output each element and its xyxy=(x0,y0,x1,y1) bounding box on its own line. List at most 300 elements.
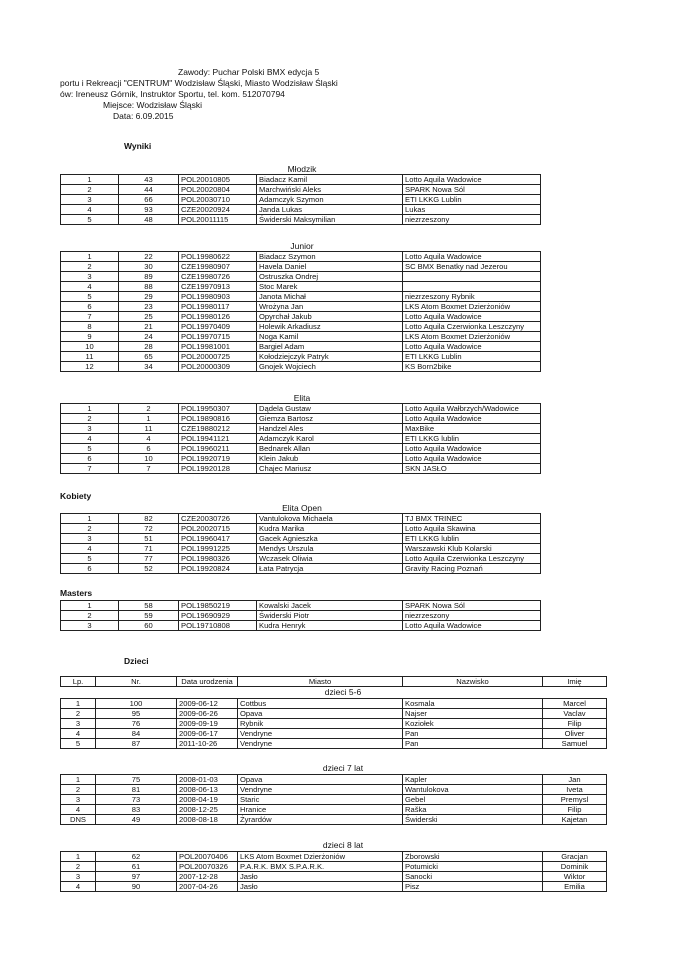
cell-rider-name: Wczasek Oliwia xyxy=(257,554,403,564)
cell-club: Warszawski Klub Kolarski xyxy=(403,544,541,554)
cell-place: 4 xyxy=(61,434,119,444)
cell-place: 1 xyxy=(61,699,96,709)
cell-club: LKS Atom Boxmet Dzierżoniów xyxy=(403,302,541,312)
cell-city: Hranice xyxy=(238,805,403,815)
cell-city: Vendryne xyxy=(238,729,403,739)
cell-uci-id: CZE20020924 xyxy=(179,205,257,215)
cell-number: 66 xyxy=(119,195,179,205)
cell-number: 24 xyxy=(119,332,179,342)
cell-number: 6 xyxy=(119,444,179,454)
cell-number: 1 xyxy=(119,414,179,424)
cell-club: niezrzeszony Rybnik xyxy=(403,292,541,302)
cell-number: 75 xyxy=(96,775,177,785)
cell-number: 22 xyxy=(119,252,179,262)
cell-rider-name: Mendys Urszula xyxy=(257,544,403,554)
cell-rider-name: Kowalski Jacek xyxy=(257,601,403,611)
cell-city: Vendryne xyxy=(238,785,403,795)
label-dzieci: Dzieci xyxy=(124,656,149,666)
cell-city: P.A.R.K. BMX S.P.A.R.K. xyxy=(238,862,403,872)
cell-rider-name: Świderski Piotr xyxy=(257,611,403,621)
header-line-contact: ów: Ireneusz Górnik, Instruktor Sportu, tel. kom. 512070794 xyxy=(60,89,285,99)
table-row xyxy=(61,362,541,372)
cell-rider-name: Wrożyna Jan xyxy=(257,302,403,312)
cell-birth-date: 2008-04-19 xyxy=(177,795,238,805)
table-row xyxy=(61,205,541,215)
cell-uci-id: POL19980622 xyxy=(179,252,257,262)
cell-place: 2 xyxy=(61,262,119,272)
cell-club: Lotto Aquila Wadowice xyxy=(403,444,541,454)
cell-number: 59 xyxy=(119,611,179,621)
cell-place: 9 xyxy=(61,332,119,342)
cell-club: Lotto Aquila Wałbrzych/Wadowice xyxy=(403,404,541,414)
cell-club: Lotto Aquila Wadowice xyxy=(403,414,541,424)
cell-uci-id: CZE19880212 xyxy=(179,424,257,434)
table-row xyxy=(61,292,541,302)
cell-birth-date: 2008-01-03 xyxy=(177,775,238,785)
cell-rider-name: Opyrchał Jakub xyxy=(257,312,403,322)
cell-rider-name: Świderski Maksymilian xyxy=(257,215,403,225)
cell-surname: Kosmala xyxy=(403,699,543,709)
cell-place: 6 xyxy=(61,302,119,312)
cell-number: 60 xyxy=(119,621,179,631)
table-row xyxy=(61,262,541,272)
column-header-surname: Nazwisko xyxy=(403,677,543,687)
cell-place: 2 xyxy=(61,862,96,872)
cell-place: 4 xyxy=(61,205,119,215)
cell-uci-id: POL20020715 xyxy=(179,524,257,534)
cell-rider-name: Bargiel Adam xyxy=(257,342,403,352)
cell-club xyxy=(403,272,541,282)
table-row xyxy=(61,272,541,282)
cell-birth-date: 2009-06-17 xyxy=(177,729,238,739)
cell-number: 62 xyxy=(96,852,177,862)
cell-club: ETI LKKG lublin xyxy=(403,434,541,444)
cell-uci-id: POL19981001 xyxy=(179,342,257,352)
cell-place: 3 xyxy=(61,872,96,882)
table-row xyxy=(61,775,607,785)
cell-rider-name: Łata Patrycja xyxy=(257,564,403,574)
caption-dzieci-7: dzieci 7 lat xyxy=(322,763,364,773)
caption-dzieci-5-6: dzieci 5-6 xyxy=(324,687,362,697)
cell-number: 23 xyxy=(119,302,179,312)
cell-place: 1 xyxy=(61,175,119,185)
cell-uci-id: POL19710808 xyxy=(179,621,257,631)
cell-place: 3 xyxy=(61,621,119,631)
cell-birth-date: 2007-04-26 xyxy=(177,882,238,892)
cell-number: 43 xyxy=(119,175,179,185)
cell-first-name: Filip xyxy=(543,805,607,815)
table-row xyxy=(61,785,607,795)
cell-place: 5 xyxy=(61,739,96,749)
cell-birth-date: 2007-12-28 xyxy=(177,872,238,882)
column-header-city: Miasto xyxy=(238,677,403,687)
cell-rider-name: Noga Kamil xyxy=(257,332,403,342)
cell-number: 76 xyxy=(96,719,177,729)
cell-number: 82 xyxy=(119,514,179,524)
cell-number: 4 xyxy=(119,434,179,444)
table-row xyxy=(61,524,541,534)
cell-place: DNS xyxy=(61,815,96,825)
table-row xyxy=(61,815,607,825)
cell-club: ETI LKKG lublin xyxy=(403,534,541,544)
cell-place: 3 xyxy=(61,424,119,434)
cell-uci-id: POL19690929 xyxy=(179,611,257,621)
cell-rider-name: Kudra Henryk xyxy=(257,621,403,631)
cell-place: 4 xyxy=(61,882,96,892)
cell-number: 95 xyxy=(96,709,177,719)
cell-place: 12 xyxy=(61,362,119,372)
cell-surname: Pan xyxy=(403,739,543,749)
cell-club: MaxBike xyxy=(403,424,541,434)
cell-place: 2 xyxy=(61,414,119,424)
cell-place: 5 xyxy=(61,292,119,302)
table-row xyxy=(61,342,541,352)
cell-club: Lotto Aquila Wadowice xyxy=(403,252,541,262)
cell-number: 28 xyxy=(119,342,179,352)
cell-uci-id: POL19941121 xyxy=(179,434,257,444)
cell-birth-date: 2009-06-26 xyxy=(177,709,238,719)
cell-place: 2 xyxy=(61,709,96,719)
label-masters: Masters xyxy=(60,588,93,598)
cell-club: Lotto Aquila Wadowice xyxy=(403,454,541,464)
cell-place: 3 xyxy=(61,534,119,544)
table-row xyxy=(61,414,541,424)
cell-place: 1 xyxy=(61,252,119,262)
cell-rider-name: Bednarek Allan xyxy=(257,444,403,454)
cell-club: Gravity Racing Poznań xyxy=(403,564,541,574)
cell-uci-id: POL19980126 xyxy=(179,312,257,322)
cell-rider-name: Biadacz Szymon xyxy=(257,252,403,262)
label-kobiety: Kobiety xyxy=(60,491,92,501)
cell-first-name: Filip xyxy=(543,719,607,729)
cell-club: SPARK Nowa Sól xyxy=(403,601,541,611)
cell-number: 48 xyxy=(119,215,179,225)
caption-dzieci-8: dzieci 8 lat xyxy=(322,840,364,850)
cell-city: Jasło xyxy=(238,872,403,882)
cell-place: 1 xyxy=(61,775,96,785)
cell-uci-id: CZE19970913 xyxy=(179,282,257,292)
cell-uci-id: CZE19980726 xyxy=(179,272,257,282)
cell-club: Lotto Aquila Wadowice xyxy=(403,342,541,352)
cell-rider-name: Adamczyk Szymon xyxy=(257,195,403,205)
cell-number: 21 xyxy=(119,322,179,332)
cell-number: 72 xyxy=(119,524,179,534)
cell-place: 5 xyxy=(61,215,119,225)
cell-birth-date: POL20070326 xyxy=(177,862,238,872)
table-row xyxy=(61,699,607,709)
cell-place: 3 xyxy=(61,719,96,729)
cell-number: 44 xyxy=(119,185,179,195)
cell-number: 77 xyxy=(119,554,179,564)
cell-city: Vendryne xyxy=(238,739,403,749)
cell-uci-id: CZE19980907 xyxy=(179,262,257,272)
cell-place: 4 xyxy=(61,729,96,739)
cell-place: 1 xyxy=(61,514,119,524)
cell-number: 49 xyxy=(96,815,177,825)
table-row xyxy=(61,709,607,719)
cell-first-name: Dominik xyxy=(543,862,607,872)
cell-uci-id: POL19960417 xyxy=(179,534,257,544)
cell-place: 3 xyxy=(61,272,119,282)
table-row xyxy=(61,514,541,524)
table-row xyxy=(61,729,607,739)
cell-number: 88 xyxy=(119,282,179,292)
cell-club: KS Born2bike xyxy=(403,362,541,372)
cell-club: niezrzeszony xyxy=(403,215,541,225)
cell-place: 2 xyxy=(61,185,119,195)
cell-uci-id: POL20010805 xyxy=(179,175,257,185)
cell-uci-id: POL19920719 xyxy=(179,454,257,464)
cell-number: 87 xyxy=(96,739,177,749)
cell-number: 61 xyxy=(96,862,177,872)
column-header-number: Nr. xyxy=(96,677,177,687)
table-dzieci-header xyxy=(60,676,607,687)
column-header-place: Lp. xyxy=(61,677,96,687)
cell-rider-name: Adamczyk Karol xyxy=(257,434,403,444)
cell-rider-name: Stoc Marek xyxy=(257,282,403,292)
table-row xyxy=(61,564,541,574)
column-header-first-name: Imię xyxy=(543,677,607,687)
cell-uci-id: POL20020804 xyxy=(179,185,257,195)
cell-rider-name: Janda Lukas xyxy=(257,205,403,215)
cell-club: Lukas xyxy=(403,205,541,215)
cell-uci-id: POL19970409 xyxy=(179,322,257,332)
cell-place: 4 xyxy=(61,544,119,554)
cell-club: SC BMX Benatky nad Jezerou xyxy=(403,262,541,272)
cell-number: 65 xyxy=(119,352,179,362)
cell-rider-name: Kołodziejczyk Patryk xyxy=(257,352,403,362)
caption-elita: Elita xyxy=(293,393,311,403)
cell-uci-id: POL19920824 xyxy=(179,564,257,574)
cell-surname: Pisz xyxy=(403,882,543,892)
table-row xyxy=(61,444,541,454)
cell-uci-id: POL19960211 xyxy=(179,444,257,454)
cell-club: Lotto Aquila Wadowice xyxy=(403,312,541,322)
cell-number: 11 xyxy=(119,424,179,434)
table-row xyxy=(61,322,541,332)
cell-surname: Najser xyxy=(403,709,543,719)
cell-uci-id: CZE20030726 xyxy=(179,514,257,524)
cell-place: 4 xyxy=(61,282,119,292)
cell-number: 2 xyxy=(119,404,179,414)
table-elita xyxy=(60,403,541,474)
cell-number: 71 xyxy=(119,544,179,554)
cell-birth-date: 2008-08-18 xyxy=(177,815,238,825)
cell-uci-id: POL19980117 xyxy=(179,302,257,312)
cell-surname: Zborowski xyxy=(403,852,543,862)
cell-place: 7 xyxy=(61,464,119,474)
cell-first-name: Samuel xyxy=(543,739,607,749)
cell-city: Rybnik xyxy=(238,719,403,729)
cell-uci-id: POL20030710 xyxy=(179,195,257,205)
cell-number: 100 xyxy=(96,699,177,709)
table-row xyxy=(61,544,541,554)
cell-surname: Pan xyxy=(403,729,543,739)
cell-number: 97 xyxy=(96,872,177,882)
cell-city: Jasło xyxy=(238,882,403,892)
cell-place: 1 xyxy=(61,601,119,611)
table-row xyxy=(61,424,541,434)
cell-number: 90 xyxy=(96,882,177,892)
caption-mlodzik: Młodzik xyxy=(287,164,317,174)
cell-birth-date: 2009-09-19 xyxy=(177,719,238,729)
cell-birth-date: POL20070406 xyxy=(177,852,238,862)
table-dzieci-5-6 xyxy=(60,698,607,749)
cell-place: 1 xyxy=(61,852,96,862)
cell-number: 83 xyxy=(96,805,177,815)
cell-uci-id: POL19970715 xyxy=(179,332,257,342)
table-row xyxy=(61,404,541,414)
table-row xyxy=(61,739,607,749)
cell-number: 93 xyxy=(119,205,179,215)
table-row xyxy=(61,464,541,474)
caption-junior: Junior xyxy=(290,241,314,251)
column-header-birth-date: Data urodzenia xyxy=(177,677,238,687)
table-row xyxy=(61,872,607,882)
cell-uci-id: POL19890816 xyxy=(179,414,257,424)
cell-city: LKS Atom Boxmet Dzierżoniów xyxy=(238,852,403,862)
cell-number: 34 xyxy=(119,362,179,372)
cell-number: 10 xyxy=(119,454,179,464)
cell-rider-name: Gacek Agnieszka xyxy=(257,534,403,544)
table-mlodzik xyxy=(60,174,541,225)
table-row xyxy=(61,719,607,729)
cell-surname: Kapler xyxy=(403,775,543,785)
cell-place: 5 xyxy=(61,554,119,564)
cell-surname: Raška xyxy=(403,805,543,815)
cell-place: 3 xyxy=(61,195,119,205)
cell-number: 51 xyxy=(119,534,179,544)
cell-number: 89 xyxy=(119,272,179,282)
cell-rider-name: Biadacz Kamil xyxy=(257,175,403,185)
table-row xyxy=(61,621,541,631)
table-row xyxy=(61,185,541,195)
cell-number: 73 xyxy=(96,795,177,805)
cell-club: Lotto Aquila Wadowice xyxy=(403,175,541,185)
header-line-date: Data: 6.09.2015 xyxy=(113,111,174,121)
cell-place: 2 xyxy=(61,785,96,795)
cell-first-name: Jan xyxy=(543,775,607,785)
cell-rider-name: Havela Daniel xyxy=(257,262,403,272)
cell-city: Staric xyxy=(238,795,403,805)
cell-first-name: Kajetan xyxy=(543,815,607,825)
cell-rider-name: Marchwiński Aleks xyxy=(257,185,403,195)
cell-place: 6 xyxy=(61,564,119,574)
cell-rider-name: Gnojek Wojciech xyxy=(257,362,403,372)
cell-uci-id: POL19920128 xyxy=(179,464,257,474)
cell-first-name: Gracjan xyxy=(543,852,607,862)
cell-place: 3 xyxy=(61,795,96,805)
cell-rider-name: Janota Michał xyxy=(257,292,403,302)
cell-surname: Wantulokova xyxy=(403,785,543,795)
cell-number: 25 xyxy=(119,312,179,322)
cell-club: SPARK Nowa Sól xyxy=(403,185,541,195)
cell-first-name: Iveta xyxy=(543,785,607,795)
cell-place: 6 xyxy=(61,454,119,464)
cell-number: 58 xyxy=(119,601,179,611)
table-dzieci-8 xyxy=(60,851,607,892)
cell-city: Cottbus xyxy=(238,699,403,709)
cell-club: Lotto Aquila Wadowice xyxy=(403,621,541,631)
cell-number: 29 xyxy=(119,292,179,302)
cell-uci-id: POL19850219 xyxy=(179,601,257,611)
cell-uci-id: POL19980903 xyxy=(179,292,257,302)
cell-club: Lotto Aquila Skawina xyxy=(403,524,541,534)
table-row xyxy=(61,554,541,564)
cell-rider-name: Dądela Gustaw xyxy=(257,404,403,414)
cell-uci-id: POL20011115 xyxy=(179,215,257,225)
cell-place: 10 xyxy=(61,342,119,352)
table-row xyxy=(61,434,541,444)
cell-number: 7 xyxy=(119,464,179,474)
header-line-place: Miejsce: Wodzisław Śląski xyxy=(103,100,203,110)
table-row xyxy=(61,601,541,611)
cell-rider-name: Vantulokova Michaela xyxy=(257,514,403,524)
cell-uci-id: POL19950307 xyxy=(179,404,257,414)
cell-birth-date: 2008-06-13 xyxy=(177,785,238,795)
cell-number: 52 xyxy=(119,564,179,574)
table-row xyxy=(61,852,607,862)
table-row xyxy=(61,805,607,815)
cell-first-name: Emilia xyxy=(543,882,607,892)
cell-birth-date: 2008-12-25 xyxy=(177,805,238,815)
cell-rider-name: Handzel Ales xyxy=(257,424,403,434)
cell-place: 2 xyxy=(61,611,119,621)
cell-club xyxy=(403,282,541,292)
table-row xyxy=(61,302,541,312)
cell-place: 4 xyxy=(61,805,96,815)
caption-elita-open: Elita Open xyxy=(282,503,322,513)
table-row xyxy=(61,795,607,805)
cell-place: 5 xyxy=(61,444,119,454)
cell-number: 30 xyxy=(119,262,179,272)
table-elita-open xyxy=(60,513,541,574)
cell-city: Żyrardów xyxy=(238,815,403,825)
table-row xyxy=(61,282,541,292)
cell-club: LKS Atom Boxmet Dzierżoniów xyxy=(403,332,541,342)
cell-city: Opava xyxy=(238,709,403,719)
table-row xyxy=(61,332,541,342)
cell-rider-name: Giemza Bartosz xyxy=(257,414,403,424)
cell-place: 1 xyxy=(61,404,119,414)
cell-city: Opava xyxy=(238,775,403,785)
cell-uci-id: POL20000309 xyxy=(179,362,257,372)
cell-rider-name: Klein Jakub xyxy=(257,454,403,464)
cell-rider-name: Chajec Mariusz xyxy=(257,464,403,474)
table-row xyxy=(61,882,607,892)
cell-club: TJ BMX TRINEC xyxy=(403,514,541,524)
cell-number: 81 xyxy=(96,785,177,795)
cell-club: niezrzeszony xyxy=(403,611,541,621)
table-row xyxy=(61,195,541,205)
cell-uci-id: POL19980326 xyxy=(179,554,257,564)
table-masters xyxy=(60,600,541,631)
header-line-competition: Zawody: Puchar Polski BMX edycja 5 xyxy=(178,67,320,77)
cell-birth-date: 2009-06-12 xyxy=(177,699,238,709)
cell-surname: Koziołek xyxy=(403,719,543,729)
table-row xyxy=(61,862,607,872)
cell-club: SKN JASŁO xyxy=(403,464,541,474)
table-row xyxy=(61,534,541,544)
table-row xyxy=(61,215,541,225)
table-row xyxy=(61,611,541,621)
cell-place: 11 xyxy=(61,352,119,362)
cell-surname: Sanocki xyxy=(403,872,543,882)
cell-club: ETI LKKG Lublin xyxy=(403,352,541,362)
cell-first-name: Oliver xyxy=(543,729,607,739)
cell-place: 8 xyxy=(61,322,119,332)
table-row xyxy=(61,352,541,362)
